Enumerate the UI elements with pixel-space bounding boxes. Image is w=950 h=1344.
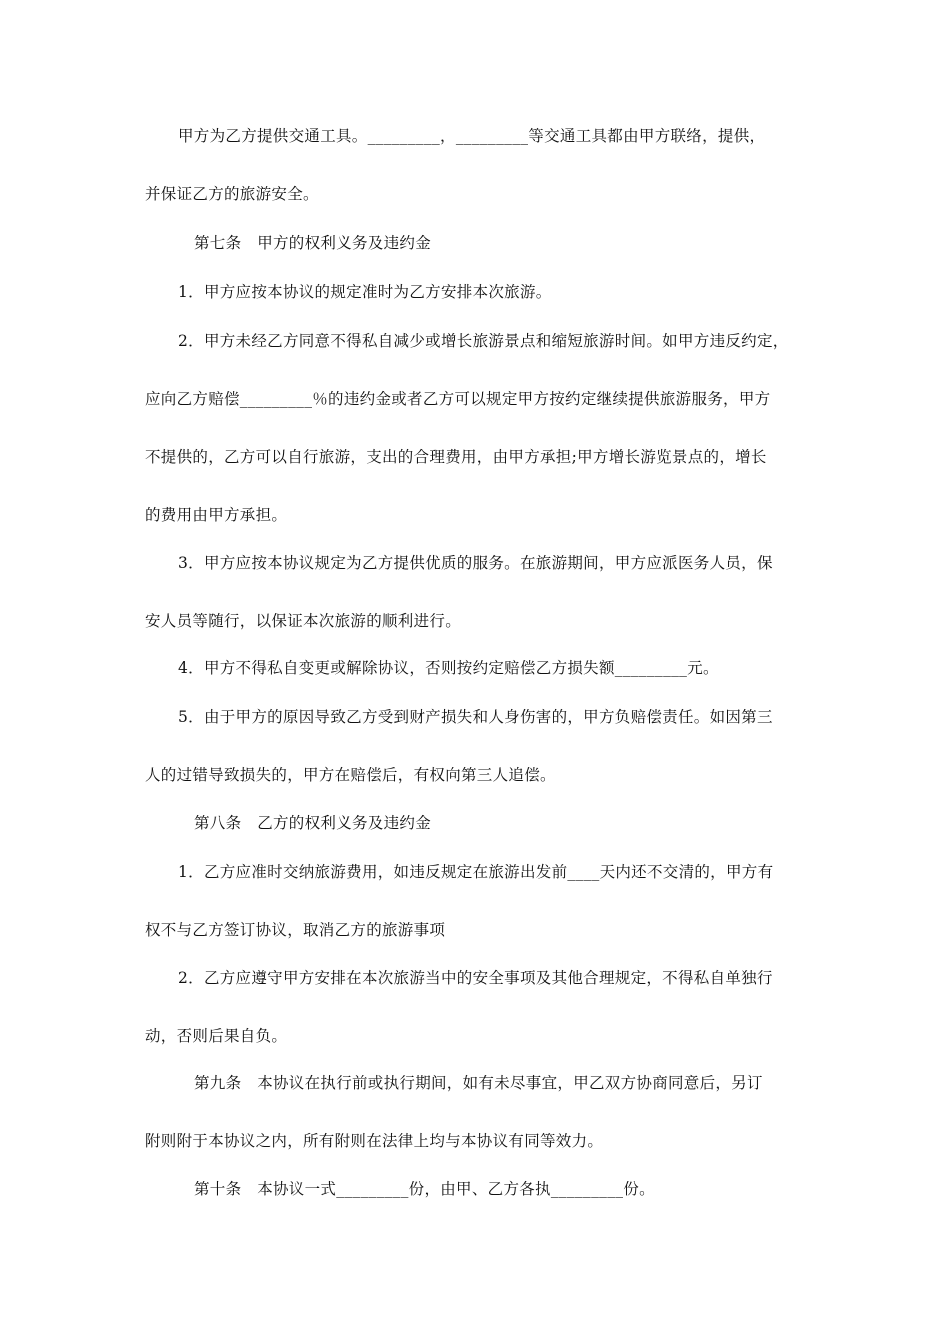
article-7-item-4: 4．甲方不得私自变更或解除协议，否则按约定赔偿乙方损失额_________元。	[178, 659, 719, 677]
article-8-heading: 第八条 乙方的权利义务及违约金	[194, 814, 432, 832]
article-7-item-5-line-2: 人的过错导致损失的，甲方在赔偿后，有权向第三人追偿。	[145, 766, 556, 784]
article-9-line-1: 第九条 本协议在执行前或执行期间，如有未尽事宜，甲乙双方协商同意后，另订	[194, 1074, 763, 1092]
article-7-item-1: 1．甲方应按本协议的规定准时为乙方安排本次旅游。	[178, 283, 552, 301]
paragraph-transport-line-2: 并保证乙方的旅游安全。	[145, 185, 319, 203]
article-8-item-2-line-2: 动，否则后果自负。	[145, 1027, 288, 1045]
paragraph-transport-line-1: 甲方为乙方提供交通工具。_________，_________等交通工具都由甲方联络，提供，	[178, 127, 766, 145]
article-7-item-2-line-2: 应向乙方赔偿_________％的违约金或者乙方可以规定甲方按约定继续提供旅游服务，甲方	[145, 390, 771, 408]
article-7-item-2-line-1: 2．甲方未经乙方同意不得私自减少或增长旅游景点和缩短旅游时间。如甲方违反约定，	[178, 332, 789, 350]
article-7-item-3-line-2: 安人员等随行，以保证本次旅游的顺利进行。	[145, 612, 462, 630]
article-7-item-2-line-3: 不提供的，乙方可以自行旅游，支出的合理费用，由甲方承担;甲方增长游览景点的，增长	[145, 448, 767, 466]
article-7-heading: 第七条 甲方的权利义务及违约金	[194, 234, 432, 252]
article-10: 第十条 本协议一式_________份，由甲、乙方各执_________份。	[194, 1180, 655, 1198]
article-9-line-2: 附则附于本协议之内，所有附则在法律上均与本协议有同等效力。	[145, 1132, 604, 1150]
article-7-item-2-line-4: 的费用由甲方承担。	[145, 506, 288, 524]
article-8-item-2-line-1: 2．乙方应遵守甲方安排在本次旅游当中的安全事项及其他合理规定，不得私自单独行	[178, 969, 773, 987]
article-8-item-1-line-2: 权不与乙方签订协议，取消乙方的旅游事项	[145, 921, 446, 939]
article-7-item-5-line-1: 5．由于甲方的原因导致乙方受到财产损失和人身伤害的，甲方负赔偿责任。如因第三	[178, 708, 773, 726]
article-8-item-1-line-1: 1．乙方应准时交纳旅游费用，如违反规定在旅游出发前____天内还不交清的，甲方有	[178, 863, 774, 881]
article-7-item-3-line-1: 3．甲方应按本协议规定为乙方提供优质的服务。在旅游期间，甲方应派医务人员，保	[178, 554, 773, 572]
